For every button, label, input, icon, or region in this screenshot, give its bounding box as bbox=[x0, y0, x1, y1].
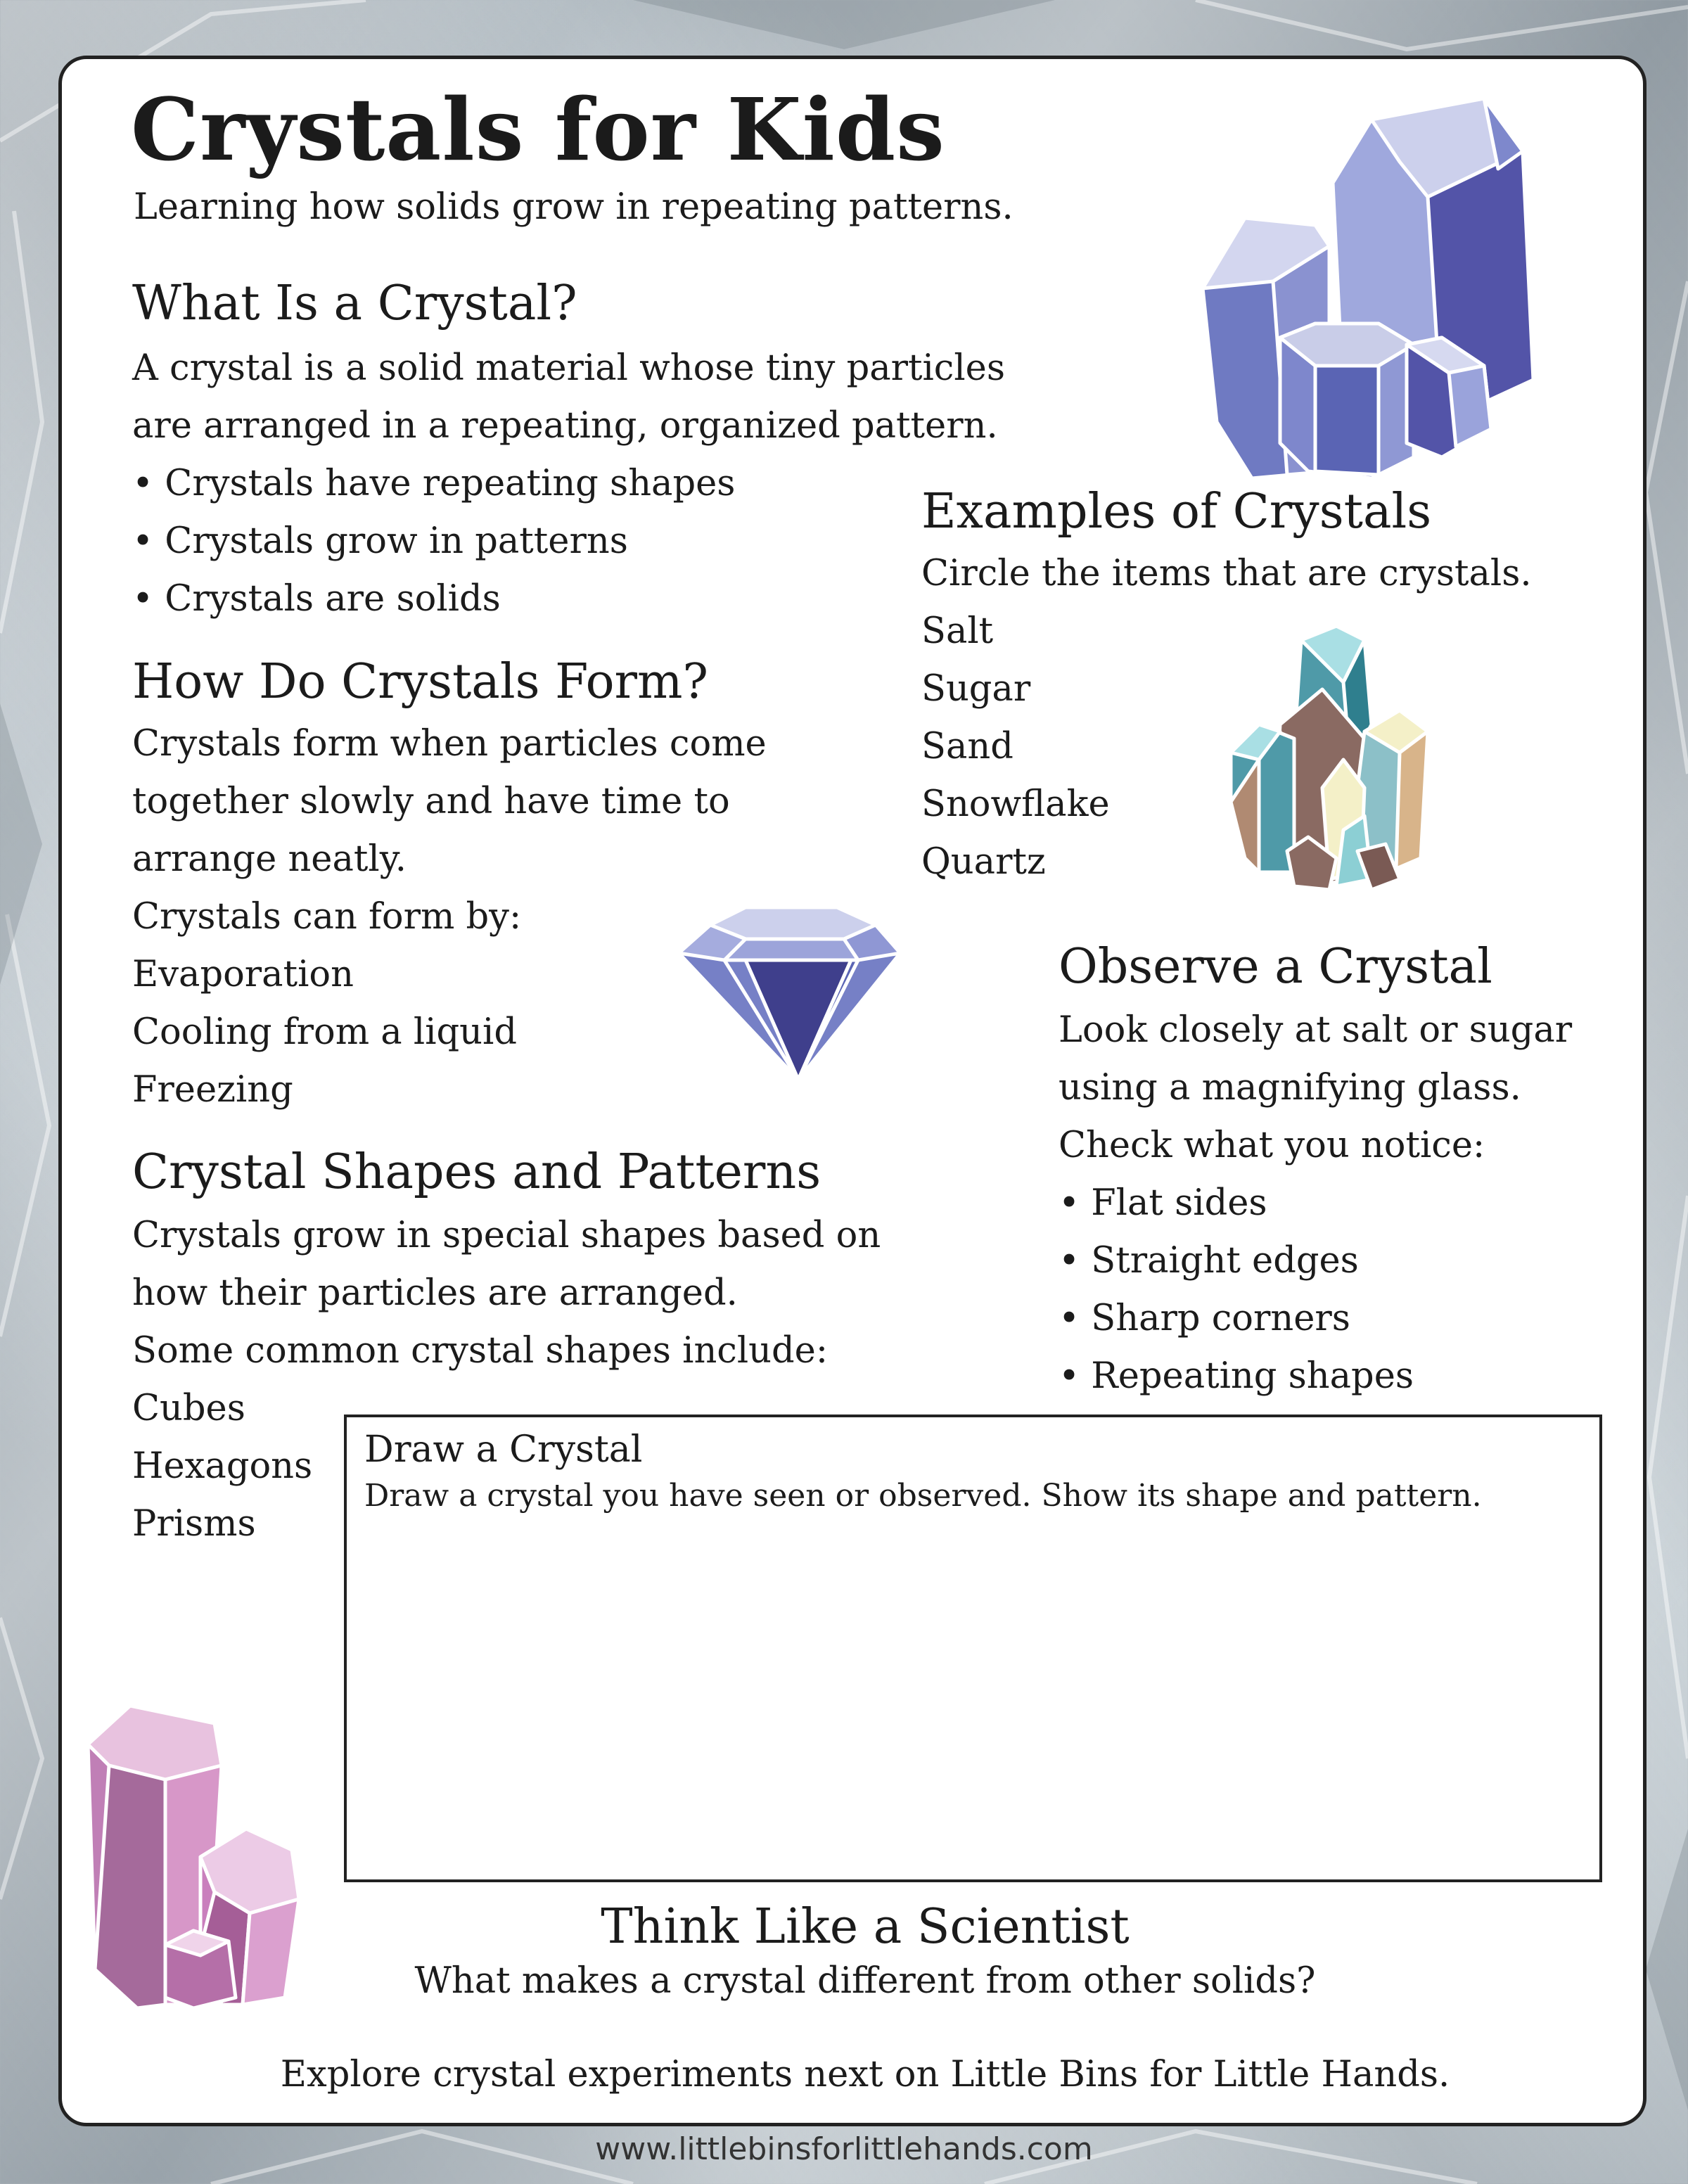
scientist-question: What makes a crystal different from other solids? bbox=[414, 1960, 1316, 2002]
how-form-line: Crystals can form by: bbox=[132, 896, 522, 938]
what-is-bullet: • Crystals grow in patterns bbox=[132, 521, 628, 562]
shapes-line: Some common crystal shapes include: bbox=[132, 1330, 829, 1372]
examples-heading: Examples of Crystals bbox=[921, 484, 1432, 539]
what-is-line: are arranged in a repeating, organized pattern. bbox=[132, 405, 998, 447]
page-subtitle: Learning how solids grow in repeating patterns. bbox=[134, 186, 1014, 228]
page-title: Crystals for Kids bbox=[131, 79, 945, 180]
how-form-heading: How Do Crystals Form? bbox=[132, 654, 708, 710]
shapes-line: Crystals grow in special shapes based on bbox=[132, 1215, 881, 1256]
observe-check-item[interactable]: • Flat sides bbox=[1059, 1182, 1267, 1224]
shape-item: Prisms bbox=[132, 1503, 256, 1545]
observe-line: Look closely at salt or sugar bbox=[1059, 1009, 1573, 1051]
how-form-section bbox=[132, 715, 767, 1119]
footer-note: Explore crystal experiments next on Little Bins for Little Hands. bbox=[280, 2054, 1450, 2095]
what-is-bullet: • Crystals are solids bbox=[132, 578, 501, 620]
shape-item: Hexagons bbox=[132, 1445, 313, 1487]
shape-item: Cubes bbox=[132, 1388, 245, 1429]
observe-check-item[interactable]: • Repeating shapes bbox=[1059, 1355, 1414, 1397]
example-item-sugar[interactable]: Sugar bbox=[921, 668, 1031, 710]
example-item-snowflake[interactable]: Snowflake bbox=[921, 784, 1110, 825]
blue-diamond-icon bbox=[675, 897, 907, 1087]
blue-crystal-cluster-icon bbox=[1168, 91, 1533, 478]
observe-heading: Observe a Crystal bbox=[1059, 939, 1492, 995]
multicolor-crystal-cluster-icon bbox=[1217, 619, 1442, 893]
draw-description: Draw a crystal you have seen or observed. Show its shape and pattern. bbox=[364, 1478, 1482, 1514]
how-form-method: Cooling from a liquid bbox=[132, 1011, 517, 1053]
what-is-line: A crystal is a solid material whose tiny particles bbox=[132, 347, 1006, 389]
examples-instruction: Circle the items that are crystals. bbox=[921, 553, 1532, 594]
example-item-quartz[interactable]: Quartz bbox=[921, 841, 1046, 883]
example-item-sand[interactable]: Sand bbox=[921, 726, 1014, 767]
how-form-method: Freezing bbox=[132, 1069, 293, 1111]
what-is-heading: What Is a Crystal? bbox=[132, 276, 577, 331]
how-form-line: Crystals form when particles come bbox=[132, 723, 767, 765]
how-form-line: arrange neatly. bbox=[132, 838, 407, 880]
how-form-line: together slowly and have time to bbox=[132, 781, 730, 822]
observe-check-item[interactable]: • Straight edges bbox=[1059, 1240, 1359, 1282]
what-is-bullet: • Crystals have repeating shapes bbox=[132, 463, 736, 504]
observe-line: using a magnifying glass. bbox=[1059, 1067, 1521, 1109]
pink-crystal-cluster-icon bbox=[81, 1702, 313, 2012]
how-form-method: Evaporation bbox=[132, 954, 354, 995]
example-item-salt[interactable]: Salt bbox=[921, 611, 994, 652]
what-is-section bbox=[132, 340, 1005, 628]
footer-url[interactable]: www.littlebinsforlittlehands.com bbox=[595, 2131, 1093, 2167]
shapes-heading: Crystal Shapes and Patterns bbox=[132, 1144, 821, 1200]
scientist-heading: Think Like a Scientist bbox=[601, 1899, 1130, 1955]
draw-title: Draw a Crystal bbox=[364, 1429, 643, 1471]
drawing-area[interactable] bbox=[344, 1415, 1602, 1882]
observe-check-item[interactable]: • Sharp corners bbox=[1059, 1298, 1350, 1339]
shapes-line: how their particles are arranged. bbox=[132, 1272, 738, 1314]
observe-line: Check what you notice: bbox=[1059, 1125, 1485, 1166]
observe-section bbox=[1059, 1002, 1572, 1405]
